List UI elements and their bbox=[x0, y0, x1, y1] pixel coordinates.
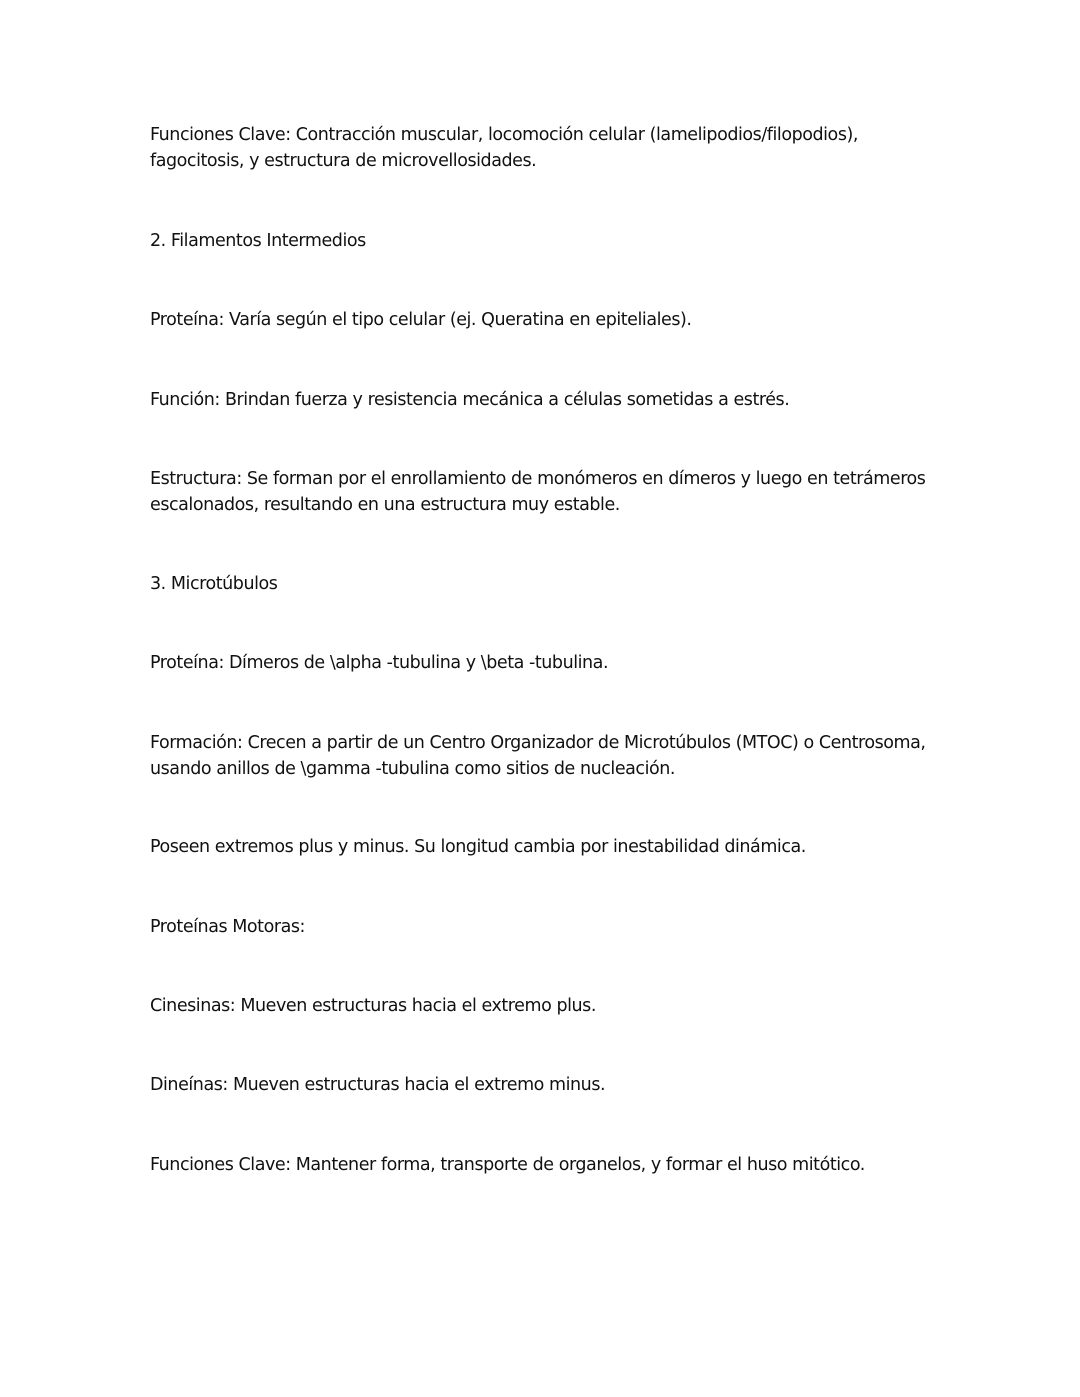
heading-microtubulos: 3. Microtúbulos bbox=[150, 574, 278, 594]
paragraph-funciones-clave-mt: Funciones Clave: Mantener forma, transporte de organelos, y formar el huso mitótico. bbox=[150, 1155, 865, 1175]
paragraph-funciones-clave-actina: Funciones Clave: Contracción muscular, locomoción celular (lamelipodios/filopodios), fagocitosis, y estructura de microvellosidades. bbox=[150, 125, 858, 171]
paragraph-proteina-mt: Proteína: Dímeros de \alpha -tubulina y \beta -tubulina. bbox=[150, 653, 609, 673]
paragraph-dineinas: Dineínas: Mueven estructuras hacia el extremo minus. bbox=[150, 1075, 606, 1095]
paragraph-cinesinas: Cinesinas: Mueven estructuras hacia el extremo plus. bbox=[150, 996, 596, 1016]
paragraph-proteina-fi: Proteína: Varía según el tipo celular (ej. Queratina en epiteliales). bbox=[150, 310, 692, 330]
paragraph-formacion-mt: Formación: Crecen a partir de un Centro Organizador de Microtúbulos (MTOC) o Centrosoma, usando anillos de \gamma -tubulina como sitios de nucleación. bbox=[150, 733, 926, 779]
paragraph-extremos-mt: Poseen extremos plus y minus. Su longitud cambia por inestabilidad dinámica. bbox=[150, 837, 806, 857]
paragraph-proteinas-motoras: Proteínas Motoras: bbox=[150, 917, 305, 937]
paragraph-funcion-fi: Función: Brindan fuerza y resistencia mecánica a células sometidas a estrés. bbox=[150, 390, 790, 410]
heading-filamentos-intermedios: 2. Filamentos Intermedios bbox=[150, 231, 366, 251]
paragraph-estructura-fi: Estructura: Se forman por el enrollamiento de monómeros en dímeros y luego en tetrámeros escalonados, resultando en una estructura muy estable. bbox=[150, 469, 926, 515]
